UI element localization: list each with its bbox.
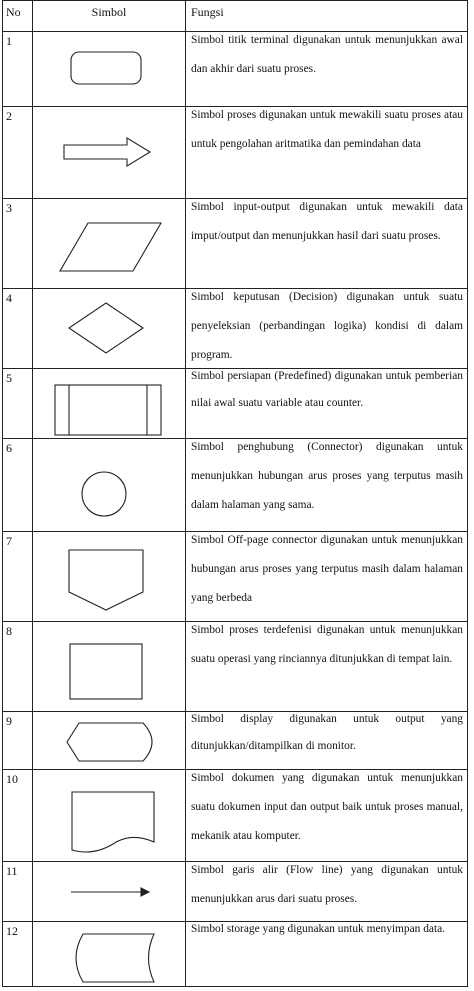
table-row — [2, 369, 468, 439]
off-page-connector-icon — [33, 532, 186, 622]
function-description: Simbol titik terminal digunakan untuk menunjukkan awal dan akhir dari suatu proses. — [191, 34, 463, 75]
function-description: Simbol proses terdefenisi digunakan untuk menunjukkan suatu operasi yang rinciannya ditunjukkan di tempat lain. — [191, 624, 463, 665]
function-description: Simbol input-output digunakan untuk mewakili data imput/output dan menunjukkan hasil dari suatu proses. — [191, 201, 463, 242]
function-description: Simbol keputusan (Decision) digunakan untuk suatu penyeleksian (perbandingan logika) kondisi di dalam program. — [191, 291, 463, 361]
table-row — [2, 712, 468, 770]
row-number: 11 — [6, 864, 18, 878]
header-function: Fungsi — [191, 5, 224, 19]
function-description: Simbol dokumen yang digunakan untuk menunjukkan suatu dokumen input dan output baik untuk proses manual, mekanik atau komputer. — [191, 772, 463, 842]
row-number: 8 — [6, 624, 12, 638]
function-description: Simbol Off-page connector digunakan untuk menunjukkan hubungan arus proses yang terputus masih dalam halaman yang berbeda — [191, 534, 463, 604]
function-description: Simbol persiapan (Predefined) digunakan untuk pemberian nilai awal suatu variable atau counter. — [191, 370, 463, 409]
table-row — [2, 289, 468, 369]
table-row — [2, 922, 468, 987]
process-arrow-icon — [33, 107, 186, 199]
decision-diamond-icon — [33, 289, 186, 369]
row-number: 9 — [6, 714, 12, 728]
table-row — [2, 770, 468, 862]
header-no: No — [6, 5, 21, 19]
row-number: 12 — [6, 924, 18, 938]
predefined-process-icon — [33, 369, 186, 439]
terminal-rounded-rect-icon — [33, 32, 186, 107]
table-row — [2, 199, 468, 289]
row-number: 10 — [6, 772, 18, 786]
table-row — [2, 439, 468, 532]
function-description: Simbol garis alir (Flow line) yang digunakan untuk menunjukkan arus dari suatu proses. — [191, 864, 463, 905]
row-number: 4 — [6, 291, 12, 305]
row-number: 1 — [6, 34, 12, 48]
row-number: 6 — [6, 441, 12, 455]
document-icon — [33, 770, 186, 862]
function-description: Simbol display digunakan untuk output yang ditunjukkan/ditampilkan di monitor. — [191, 713, 463, 752]
function-description: Simbol storage yang digunakan untuk menyimpan data. — [191, 923, 446, 935]
storage-icon — [33, 922, 186, 987]
function-description: Simbol proses digunakan untuk mewakili suatu proses atau untuk pengolahan aritmatika dan pemindahan data — [191, 109, 463, 150]
table-row — [2, 622, 468, 712]
table-row — [2, 32, 468, 107]
input-output-parallelogram-icon — [33, 199, 186, 289]
function-description: Simbol penghubung (Connector) digunakan untuk menunjukkan hubungan arus proses yang terputus masih dalam halaman yang sama. — [191, 441, 463, 511]
connector-circle-icon — [33, 439, 186, 532]
row-number: 3 — [6, 201, 12, 215]
display-icon — [33, 712, 186, 770]
row-number: 7 — [6, 534, 12, 548]
row-number: 5 — [6, 371, 12, 385]
defined-process-rect-icon — [33, 622, 186, 712]
header-symbol: Simbol — [91, 5, 127, 19]
flow-line-arrow-icon — [33, 862, 186, 922]
table-row — [2, 862, 468, 922]
row-number: 2 — [6, 109, 12, 123]
table-row — [2, 532, 468, 622]
table-row — [2, 107, 468, 199]
